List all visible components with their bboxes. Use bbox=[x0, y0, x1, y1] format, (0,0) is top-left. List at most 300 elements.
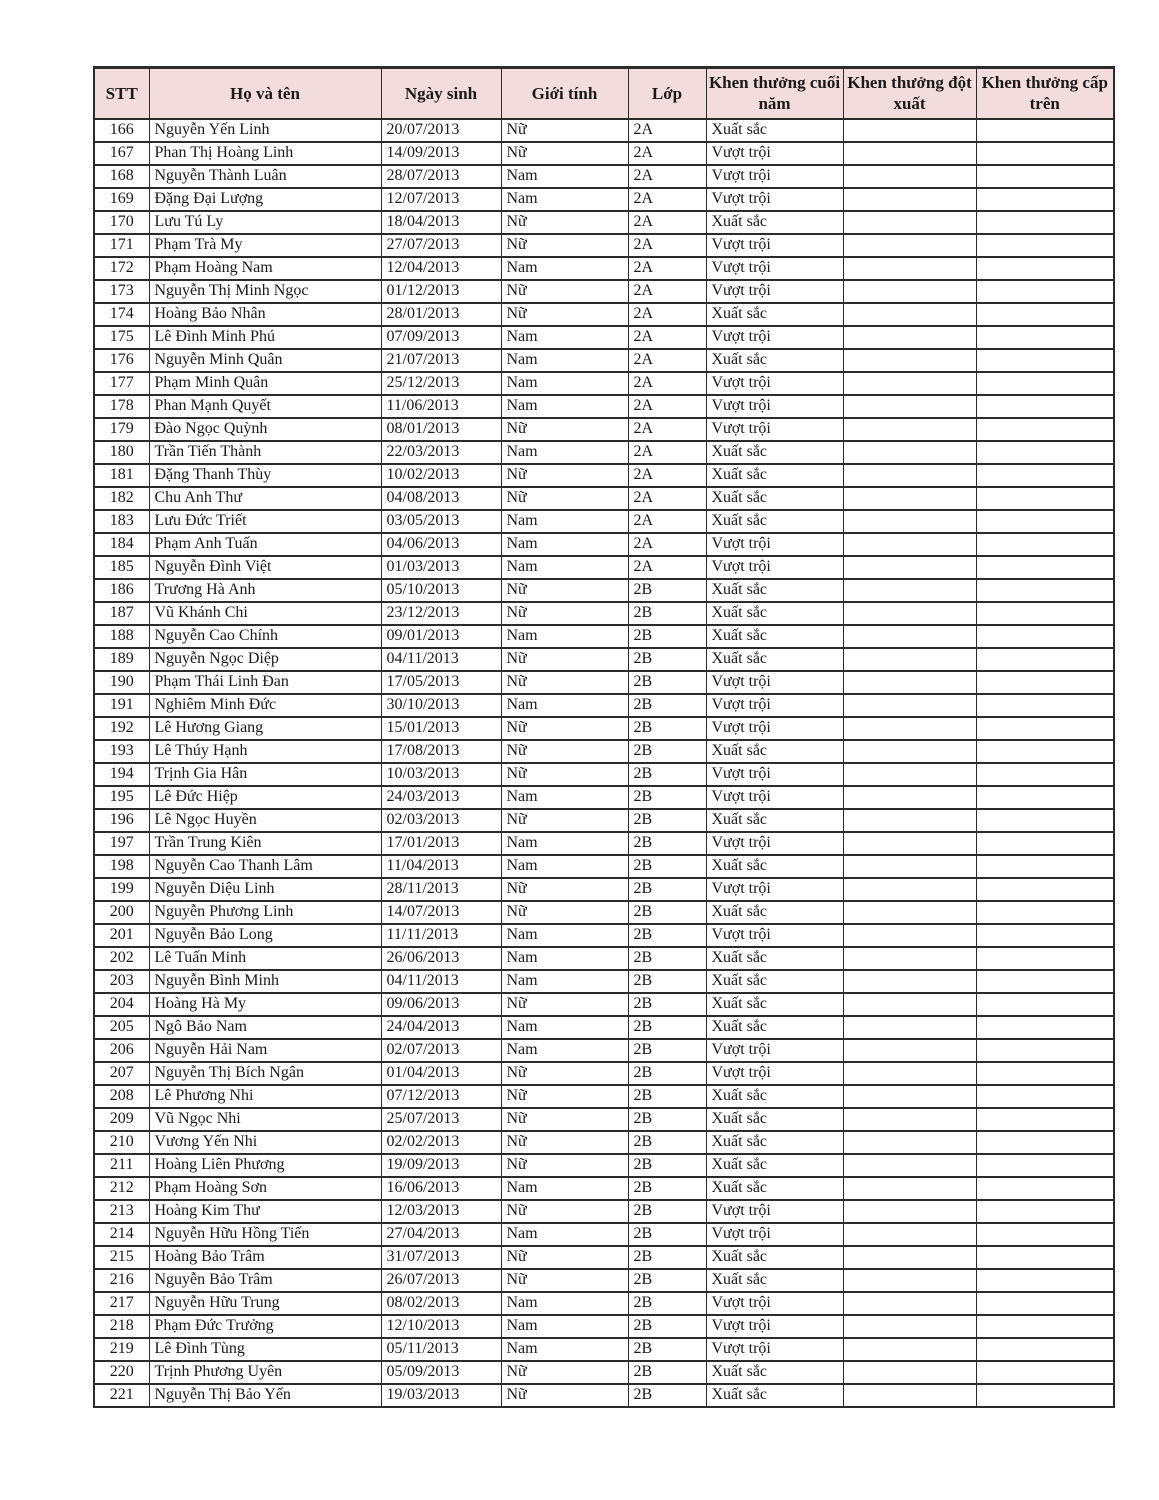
cell-award-upper bbox=[976, 257, 1114, 280]
cell-name: Nguyễn Hữu Trung bbox=[149, 1292, 381, 1315]
cell-award-year: Vượt trội bbox=[706, 763, 843, 786]
cell-name: Nguyễn Thị Bích Ngân bbox=[149, 1062, 381, 1085]
cell-name: Lê Thúy Hạnh bbox=[149, 740, 381, 763]
cell-stt: 185 bbox=[94, 556, 149, 579]
cell-gender: Nữ bbox=[501, 878, 628, 901]
cell-stt: 175 bbox=[94, 326, 149, 349]
cell-award-sudden bbox=[843, 326, 976, 349]
cell-award-upper bbox=[976, 1085, 1114, 1108]
cell-award-upper bbox=[976, 993, 1114, 1016]
cell-award-upper bbox=[976, 280, 1114, 303]
cell-award-year: Xuất sắc bbox=[706, 1177, 843, 1200]
cell-stt: 217 bbox=[94, 1292, 149, 1315]
cell-class: 2A bbox=[628, 165, 706, 188]
cell-name: Phạm Thái Linh Đan bbox=[149, 671, 381, 694]
cell-award-sudden bbox=[843, 625, 976, 648]
cell-dob: 26/06/2013 bbox=[381, 947, 501, 970]
cell-award-year: Xuất sắc bbox=[706, 1361, 843, 1384]
table-row bbox=[94, 1292, 1114, 1315]
cell-gender: Nam bbox=[501, 556, 628, 579]
table-row bbox=[94, 326, 1114, 349]
table-row bbox=[94, 1315, 1114, 1338]
cell-name: Lưu Đức Triết bbox=[149, 510, 381, 533]
cell-name: Phạm Hoàng Nam bbox=[149, 257, 381, 280]
cell-dob: 04/08/2013 bbox=[381, 487, 501, 510]
cell-dob: 27/07/2013 bbox=[381, 234, 501, 257]
cell-award-upper bbox=[976, 510, 1114, 533]
table-row bbox=[94, 694, 1114, 717]
cell-name: Lê Hương Giang bbox=[149, 717, 381, 740]
cell-class: 2B bbox=[628, 1315, 706, 1338]
table-row bbox=[94, 671, 1114, 694]
cell-stt: 202 bbox=[94, 947, 149, 970]
cell-class: 2B bbox=[628, 1085, 706, 1108]
cell-award-year: Vượt trội bbox=[706, 1315, 843, 1338]
cell-class: 2B bbox=[628, 855, 706, 878]
cell-dob: 16/06/2013 bbox=[381, 1177, 501, 1200]
table-row bbox=[94, 1384, 1114, 1407]
cell-class: 2A bbox=[628, 257, 706, 280]
cell-gender: Nữ bbox=[501, 1131, 628, 1154]
cell-stt: 173 bbox=[94, 280, 149, 303]
cell-name: Nguyễn Hữu Hồng Tiến bbox=[149, 1223, 381, 1246]
cell-gender: Nam bbox=[501, 786, 628, 809]
cell-award-sudden bbox=[843, 1361, 976, 1384]
cell-class: 2B bbox=[628, 901, 706, 924]
table-row bbox=[94, 970, 1114, 993]
cell-award-upper bbox=[976, 1246, 1114, 1269]
cell-award-upper bbox=[976, 970, 1114, 993]
cell-stt: 182 bbox=[94, 487, 149, 510]
table-row bbox=[94, 878, 1114, 901]
cell-gender: Nam bbox=[501, 533, 628, 556]
cell-class: 2B bbox=[628, 694, 706, 717]
cell-stt: 210 bbox=[94, 1131, 149, 1154]
cell-stt: 170 bbox=[94, 211, 149, 234]
cell-dob: 18/04/2013 bbox=[381, 211, 501, 234]
cell-award-year: Vượt trội bbox=[706, 1039, 843, 1062]
cell-gender: Nam bbox=[501, 970, 628, 993]
cell-award-sudden bbox=[843, 740, 976, 763]
cell-dob: 07/12/2013 bbox=[381, 1085, 501, 1108]
header-row bbox=[94, 68, 1114, 119]
cell-award-year: Vượt trội bbox=[706, 878, 843, 901]
table-row bbox=[94, 947, 1114, 970]
cell-class: 2B bbox=[628, 1200, 706, 1223]
cell-dob: 05/09/2013 bbox=[381, 1361, 501, 1384]
cell-gender: Nữ bbox=[501, 809, 628, 832]
cell-class: 2B bbox=[628, 832, 706, 855]
cell-dob: 26/07/2013 bbox=[381, 1269, 501, 1292]
cell-gender: Nữ bbox=[501, 1200, 628, 1223]
cell-award-upper bbox=[976, 855, 1114, 878]
cell-name: Hoàng Hà My bbox=[149, 993, 381, 1016]
cell-award-sudden bbox=[843, 694, 976, 717]
table-row bbox=[94, 533, 1114, 556]
cell-award-upper bbox=[976, 809, 1114, 832]
table-row bbox=[94, 280, 1114, 303]
cell-name: Lê Tuấn Minh bbox=[149, 947, 381, 970]
cell-award-year: Vượt trội bbox=[706, 717, 843, 740]
cell-award-year: Xuất sắc bbox=[706, 510, 843, 533]
column-header-dob: Ngày sinh bbox=[381, 68, 501, 119]
cell-award-sudden bbox=[843, 464, 976, 487]
cell-dob: 04/11/2013 bbox=[381, 648, 501, 671]
cell-award-upper bbox=[976, 372, 1114, 395]
cell-gender: Nữ bbox=[501, 142, 628, 165]
cell-award-year: Xuất sắc bbox=[706, 993, 843, 1016]
cell-award-upper bbox=[976, 1315, 1114, 1338]
cell-award-sudden bbox=[843, 602, 976, 625]
cell-name: Hoàng Bảo Trâm bbox=[149, 1246, 381, 1269]
cell-award-sudden bbox=[843, 1315, 976, 1338]
table-row bbox=[94, 648, 1114, 671]
cell-stt: 199 bbox=[94, 878, 149, 901]
cell-gender: Nữ bbox=[501, 303, 628, 326]
cell-award-sudden bbox=[843, 809, 976, 832]
cell-gender: Nam bbox=[501, 395, 628, 418]
table-row bbox=[94, 901, 1114, 924]
cell-gender: Nam bbox=[501, 165, 628, 188]
cell-award-sudden bbox=[843, 763, 976, 786]
cell-stt: 181 bbox=[94, 464, 149, 487]
cell-name: Vũ Ngọc Nhi bbox=[149, 1108, 381, 1131]
cell-award-sudden bbox=[843, 924, 976, 947]
cell-award-year: Vượt trội bbox=[706, 1200, 843, 1223]
cell-dob: 05/10/2013 bbox=[381, 579, 501, 602]
cell-award-upper bbox=[976, 1223, 1114, 1246]
cell-award-sudden bbox=[843, 1154, 976, 1177]
cell-name: Nguyễn Bảo Long bbox=[149, 924, 381, 947]
column-header-class: Lớp bbox=[628, 68, 706, 119]
cell-dob: 14/07/2013 bbox=[381, 901, 501, 924]
cell-gender: Nữ bbox=[501, 487, 628, 510]
cell-dob: 12/04/2013 bbox=[381, 257, 501, 280]
cell-gender: Nữ bbox=[501, 234, 628, 257]
cell-class: 2B bbox=[628, 1338, 706, 1361]
cell-award-upper bbox=[976, 1384, 1114, 1407]
cell-stt: 193 bbox=[94, 740, 149, 763]
cell-award-year: Xuất sắc bbox=[706, 855, 843, 878]
student-awards-table bbox=[93, 66, 1115, 1408]
cell-class: 2A bbox=[628, 119, 706, 142]
cell-stt: 177 bbox=[94, 372, 149, 395]
cell-award-year: Xuất sắc bbox=[706, 648, 843, 671]
cell-award-year: Vượt trội bbox=[706, 786, 843, 809]
cell-award-sudden bbox=[843, 717, 976, 740]
table-row bbox=[94, 832, 1114, 855]
cell-class: 2B bbox=[628, 809, 706, 832]
cell-class: 2B bbox=[628, 1154, 706, 1177]
cell-award-sudden bbox=[843, 441, 976, 464]
cell-dob: 14/09/2013 bbox=[381, 142, 501, 165]
cell-award-upper bbox=[976, 1131, 1114, 1154]
cell-gender: Nam bbox=[501, 694, 628, 717]
cell-dob: 02/03/2013 bbox=[381, 809, 501, 832]
cell-award-sudden bbox=[843, 1108, 976, 1131]
cell-dob: 15/01/2013 bbox=[381, 717, 501, 740]
cell-award-sudden bbox=[843, 1085, 976, 1108]
table-row bbox=[94, 418, 1114, 441]
cell-award-sudden bbox=[843, 303, 976, 326]
cell-dob: 31/07/2013 bbox=[381, 1246, 501, 1269]
cell-stt: 196 bbox=[94, 809, 149, 832]
table-row bbox=[94, 579, 1114, 602]
column-header-gender: Giới tính bbox=[501, 68, 628, 119]
cell-dob: 20/07/2013 bbox=[381, 119, 501, 142]
cell-gender: Nữ bbox=[501, 993, 628, 1016]
table-row bbox=[94, 740, 1114, 763]
table-row bbox=[94, 1223, 1114, 1246]
cell-class: 2B bbox=[628, 1223, 706, 1246]
cell-class: 2B bbox=[628, 671, 706, 694]
cell-dob: 05/11/2013 bbox=[381, 1338, 501, 1361]
cell-gender: Nữ bbox=[501, 763, 628, 786]
cell-name: Nguyễn Cao Thanh Lâm bbox=[149, 855, 381, 878]
cell-class: 2A bbox=[628, 326, 706, 349]
cell-award-upper bbox=[976, 1292, 1114, 1315]
cell-name: Nguyễn Yến Linh bbox=[149, 119, 381, 142]
cell-award-sudden bbox=[843, 257, 976, 280]
cell-award-sudden bbox=[843, 1062, 976, 1085]
cell-class: 2A bbox=[628, 464, 706, 487]
cell-award-sudden bbox=[843, 855, 976, 878]
cell-name: Hoàng Kim Thư bbox=[149, 1200, 381, 1223]
cell-award-upper bbox=[976, 211, 1114, 234]
cell-award-upper bbox=[976, 464, 1114, 487]
cell-award-year: Xuất sắc bbox=[706, 349, 843, 372]
cell-award-sudden bbox=[843, 947, 976, 970]
cell-class: 2B bbox=[628, 1039, 706, 1062]
cell-dob: 02/02/2013 bbox=[381, 1131, 501, 1154]
cell-stt: 204 bbox=[94, 993, 149, 1016]
cell-gender: Nữ bbox=[501, 1062, 628, 1085]
cell-dob: 09/06/2013 bbox=[381, 993, 501, 1016]
cell-dob: 12/07/2013 bbox=[381, 188, 501, 211]
cell-award-upper bbox=[976, 119, 1114, 142]
column-header-award-upper: Khen thưởng cấp trên bbox=[976, 68, 1114, 119]
cell-award-upper bbox=[976, 1200, 1114, 1223]
cell-award-upper bbox=[976, 1177, 1114, 1200]
cell-class: 2B bbox=[628, 1131, 706, 1154]
cell-name: Vũ Khánh Chi bbox=[149, 602, 381, 625]
cell-award-year: Xuất sắc bbox=[706, 1085, 843, 1108]
cell-name: Phạm Trà My bbox=[149, 234, 381, 257]
cell-dob: 04/06/2013 bbox=[381, 533, 501, 556]
cell-dob: 12/03/2013 bbox=[381, 1200, 501, 1223]
cell-award-sudden bbox=[843, 280, 976, 303]
cell-class: 2A bbox=[628, 556, 706, 579]
cell-award-upper bbox=[976, 740, 1114, 763]
cell-award-upper bbox=[976, 487, 1114, 510]
cell-dob: 17/01/2013 bbox=[381, 832, 501, 855]
cell-gender: Nam bbox=[501, 441, 628, 464]
cell-stt: 186 bbox=[94, 579, 149, 602]
table-header bbox=[94, 68, 1114, 119]
cell-award-upper bbox=[976, 579, 1114, 602]
cell-award-sudden bbox=[843, 1223, 976, 1246]
cell-class: 2B bbox=[628, 1016, 706, 1039]
cell-dob: 11/06/2013 bbox=[381, 395, 501, 418]
cell-stt: 218 bbox=[94, 1315, 149, 1338]
table-row bbox=[94, 1338, 1114, 1361]
cell-award-year: Vượt trội bbox=[706, 326, 843, 349]
cell-award-year: Xuất sắc bbox=[706, 303, 843, 326]
cell-name: Nguyễn Thị Bảo Yến bbox=[149, 1384, 381, 1407]
cell-award-year: Vượt trội bbox=[706, 395, 843, 418]
cell-gender: Nữ bbox=[501, 1108, 628, 1131]
cell-gender: Nữ bbox=[501, 119, 628, 142]
cell-award-upper bbox=[976, 556, 1114, 579]
cell-name: Phan Thị Hoàng Linh bbox=[149, 142, 381, 165]
cell-class: 2B bbox=[628, 579, 706, 602]
cell-award-upper bbox=[976, 1361, 1114, 1384]
table-row bbox=[94, 395, 1114, 418]
cell-award-year: Vượt trội bbox=[706, 556, 843, 579]
cell-class: 2B bbox=[628, 970, 706, 993]
cell-stt: 180 bbox=[94, 441, 149, 464]
cell-stt: 187 bbox=[94, 602, 149, 625]
cell-award-year: Vượt trội bbox=[706, 372, 843, 395]
cell-gender: Nữ bbox=[501, 1246, 628, 1269]
cell-dob: 11/04/2013 bbox=[381, 855, 501, 878]
cell-class: 2B bbox=[628, 648, 706, 671]
table-row bbox=[94, 1062, 1114, 1085]
column-header-award-sudden: Khen thưởng đột xuất bbox=[843, 68, 976, 119]
cell-class: 2A bbox=[628, 280, 706, 303]
cell-dob: 09/01/2013 bbox=[381, 625, 501, 648]
cell-award-sudden bbox=[843, 1292, 976, 1315]
cell-gender: Nam bbox=[501, 188, 628, 211]
cell-stt: 213 bbox=[94, 1200, 149, 1223]
cell-stt: 211 bbox=[94, 1154, 149, 1177]
cell-class: 2A bbox=[628, 303, 706, 326]
cell-award-year: Xuất sắc bbox=[706, 1384, 843, 1407]
cell-class: 2B bbox=[628, 878, 706, 901]
table-row bbox=[94, 855, 1114, 878]
table-row bbox=[94, 1200, 1114, 1223]
cell-dob: 07/09/2013 bbox=[381, 326, 501, 349]
cell-name: Phan Mạnh Quyết bbox=[149, 395, 381, 418]
cell-award-upper bbox=[976, 1039, 1114, 1062]
cell-name: Lê Ngọc Huyền bbox=[149, 809, 381, 832]
table-row bbox=[94, 165, 1114, 188]
cell-award-upper bbox=[976, 1269, 1114, 1292]
cell-dob: 01/03/2013 bbox=[381, 556, 501, 579]
cell-name: Trần Tiến Thành bbox=[149, 441, 381, 464]
cell-award-sudden bbox=[843, 1177, 976, 1200]
cell-gender: Nam bbox=[501, 1223, 628, 1246]
cell-stt: 207 bbox=[94, 1062, 149, 1085]
table-row bbox=[94, 234, 1114, 257]
cell-award-upper bbox=[976, 395, 1114, 418]
cell-dob: 10/02/2013 bbox=[381, 464, 501, 487]
cell-stt: 184 bbox=[94, 533, 149, 556]
cell-dob: 25/12/2013 bbox=[381, 372, 501, 395]
cell-class: 2B bbox=[628, 740, 706, 763]
cell-dob: 08/02/2013 bbox=[381, 1292, 501, 1315]
cell-gender: Nữ bbox=[501, 1384, 628, 1407]
table-row bbox=[94, 556, 1114, 579]
cell-gender: Nữ bbox=[501, 648, 628, 671]
cell-award-upper bbox=[976, 1338, 1114, 1361]
cell-gender: Nam bbox=[501, 832, 628, 855]
cell-award-sudden bbox=[843, 1384, 976, 1407]
cell-stt: 200 bbox=[94, 901, 149, 924]
cell-stt: 190 bbox=[94, 671, 149, 694]
cell-name: Hoàng Liên Phương bbox=[149, 1154, 381, 1177]
cell-award-upper bbox=[976, 878, 1114, 901]
cell-name: Phạm Minh Quân bbox=[149, 372, 381, 395]
cell-award-year: Xuất sắc bbox=[706, 119, 843, 142]
cell-name: Chu Anh Thư bbox=[149, 487, 381, 510]
cell-gender: Nam bbox=[501, 947, 628, 970]
cell-award-year: Vượt trội bbox=[706, 234, 843, 257]
awards-table-container bbox=[93, 66, 1113, 1408]
table-row bbox=[94, 1039, 1114, 1062]
cell-class: 2B bbox=[628, 1384, 706, 1407]
cell-stt: 206 bbox=[94, 1039, 149, 1062]
cell-stt: 215 bbox=[94, 1246, 149, 1269]
cell-class: 2A bbox=[628, 441, 706, 464]
cell-name: Đào Ngọc Quỳnh bbox=[149, 418, 381, 441]
cell-gender: Nam bbox=[501, 349, 628, 372]
cell-name: Nguyễn Hải Nam bbox=[149, 1039, 381, 1062]
cell-class: 2B bbox=[628, 717, 706, 740]
cell-gender: Nam bbox=[501, 625, 628, 648]
cell-gender: Nam bbox=[501, 1338, 628, 1361]
cell-class: 2B bbox=[628, 763, 706, 786]
cell-gender: Nữ bbox=[501, 671, 628, 694]
cell-name: Ngô Bảo Nam bbox=[149, 1016, 381, 1039]
cell-stt: 203 bbox=[94, 970, 149, 993]
cell-award-sudden bbox=[843, 1246, 976, 1269]
cell-award-year: Xuất sắc bbox=[706, 740, 843, 763]
cell-class: 2B bbox=[628, 993, 706, 1016]
cell-class: 2B bbox=[628, 947, 706, 970]
cell-class: 2B bbox=[628, 625, 706, 648]
cell-award-upper bbox=[976, 625, 1114, 648]
table-row bbox=[94, 119, 1114, 142]
cell-award-sudden bbox=[843, 211, 976, 234]
cell-name: Nghiêm Minh Đức bbox=[149, 694, 381, 717]
cell-dob: 01/12/2013 bbox=[381, 280, 501, 303]
cell-name: Lê Đình Minh Phú bbox=[149, 326, 381, 349]
cell-award-sudden bbox=[843, 372, 976, 395]
table-row bbox=[94, 1269, 1114, 1292]
cell-award-year: Vượt trội bbox=[706, 418, 843, 441]
cell-stt: 188 bbox=[94, 625, 149, 648]
cell-award-year: Xuất sắc bbox=[706, 1131, 843, 1154]
cell-stt: 194 bbox=[94, 763, 149, 786]
cell-award-upper bbox=[976, 1016, 1114, 1039]
table-row bbox=[94, 625, 1114, 648]
cell-gender: Nữ bbox=[501, 579, 628, 602]
table-row bbox=[94, 349, 1114, 372]
cell-stt: 205 bbox=[94, 1016, 149, 1039]
column-header-stt: STT bbox=[94, 68, 149, 119]
cell-name: Trịnh Phương Uyên bbox=[149, 1361, 381, 1384]
cell-name: Nguyễn Đình Việt bbox=[149, 556, 381, 579]
cell-class: 2A bbox=[628, 188, 706, 211]
table-row bbox=[94, 188, 1114, 211]
cell-dob: 30/10/2013 bbox=[381, 694, 501, 717]
cell-name: Nguyễn Bảo Trâm bbox=[149, 1269, 381, 1292]
table-row bbox=[94, 786, 1114, 809]
cell-gender: Nữ bbox=[501, 740, 628, 763]
table-row bbox=[94, 924, 1114, 947]
cell-gender: Nam bbox=[501, 855, 628, 878]
